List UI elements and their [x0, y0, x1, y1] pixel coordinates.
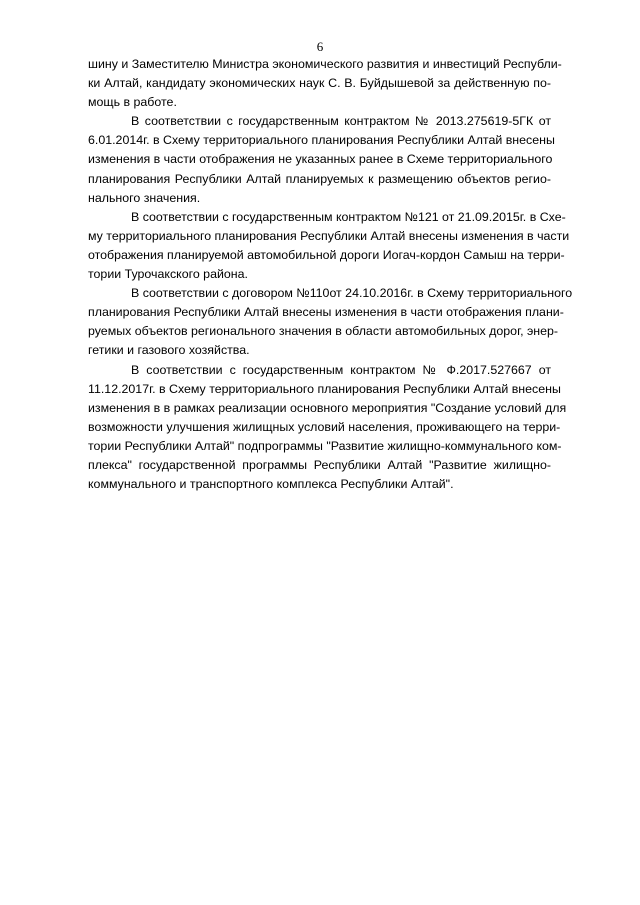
paragraph-line: тории Республики Алтай" подпрограммы "Развитие жилищно-коммунального ком- — [88, 438, 562, 453]
paragraph-line: В соответствии с государственным контрактом № 2013.275619-5ГК от — [131, 114, 551, 129]
paragraph-line: му территориального планирования Республики Алтай внесены изменения в части — [88, 228, 570, 243]
paragraph-line: В соответствии с договором №110от 24.10.2016г. в Схему территориального — [131, 286, 573, 301]
body-text — [88, 55, 573, 494]
paragraph-line: ки Алтай, кандидату экономических наук С. В. Буйдышевой за действенную по- — [88, 76, 551, 91]
paragraph-contract-2013 — [88, 112, 555, 207]
paragraph-line: плекса" государственной программы Республики Алтай "Развитие жилищно- — [88, 457, 551, 472]
paragraph-line: планирования Республики Алтай внесены изменения в части отображения плани- — [88, 305, 564, 320]
paragraph-line: мощь в работе. — [88, 95, 177, 110]
paragraph-contract-2016 — [88, 284, 573, 360]
paragraph-line: 6.01.2014г. в Схему территориального планирования Республики Алтай внесены — [88, 133, 555, 148]
paragraph-contract-2017 — [88, 361, 567, 495]
paragraph-line: отображения планируемой автомобильной дороги Иогач-кордон Самыш на терри- — [88, 247, 565, 262]
paragraph-line: изменения в в рамках реализации основного мероприятия "Создание условий для — [88, 400, 567, 415]
page-number: 6 — [316, 39, 324, 54]
paragraph-line: нального значения. — [88, 190, 201, 205]
paragraph-acknowledgment — [88, 55, 562, 112]
paragraph-line: 11.12.2017г. в Схему территориального планирования Республики Алтай внесены — [88, 381, 561, 396]
paragraph-line: возможности улучшения жилищных условий населения, проживающего на терри- — [88, 419, 561, 434]
paragraph-line: планирования Республики Алтай планируемых к размещению объектов регио- — [88, 171, 551, 186]
paragraph-line: В соответствии с государственным контрактом №121 от 21.09.2015г. в Схе- — [131, 209, 566, 224]
paragraph-line: гетики и газового хозяйства. — [88, 343, 250, 358]
paragraph-contract-2015 — [88, 208, 570, 284]
paragraph-line: руемых объектов регионального значения в области автомобильных дорог, энер- — [88, 324, 559, 339]
paragraph-line: коммунального и транспортного комплекса Республики Алтай". — [88, 477, 454, 492]
paragraph-line: В соответствии с государственным контрактом № Ф.2017.527667 от — [131, 362, 551, 377]
paragraph-line: тории Турочакского района. — [88, 267, 248, 282]
paragraph-line: шину и Заместителю Министра экономического развития и инвестиций Республи- — [88, 57, 562, 71]
paragraph-line: изменения в части отображения не указанных ранее в Схеме территориального — [88, 152, 553, 167]
